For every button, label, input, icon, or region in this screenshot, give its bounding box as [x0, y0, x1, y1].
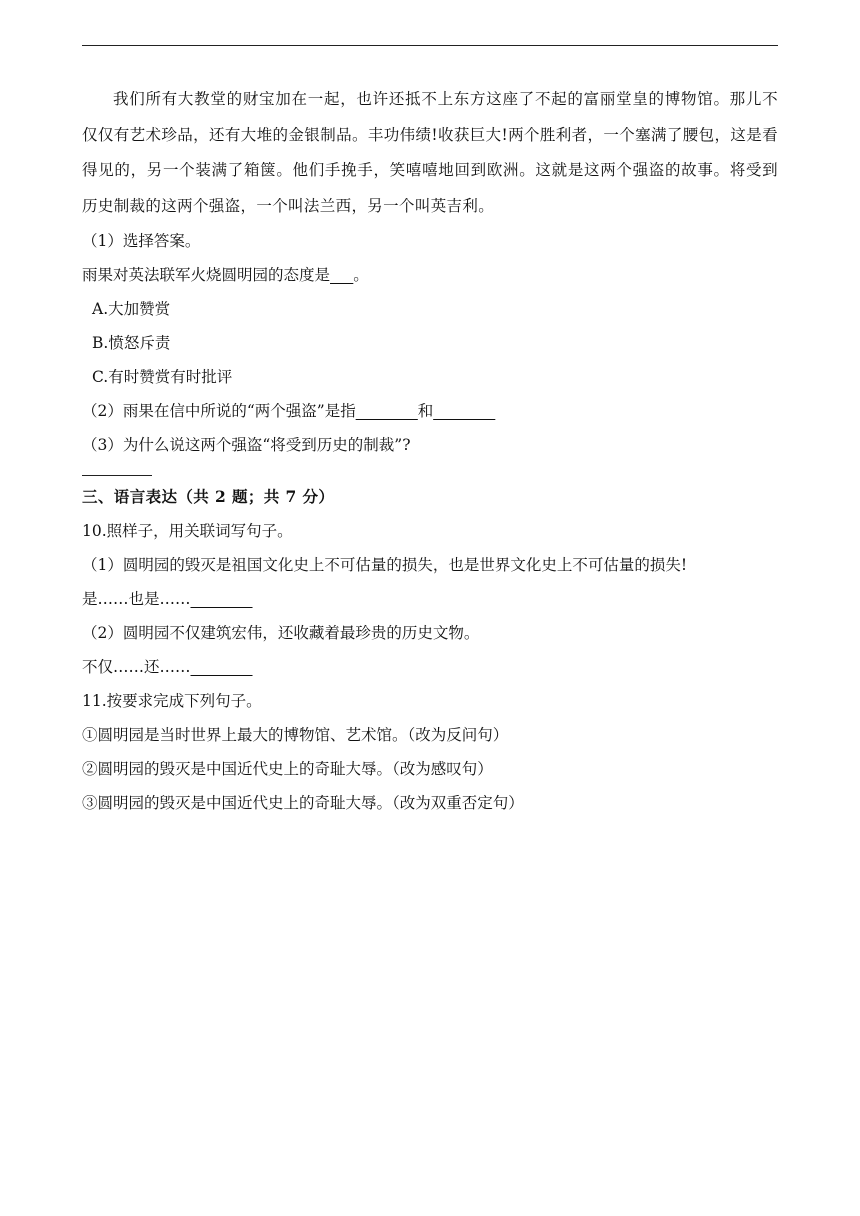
question-11-item-1: ①圆明园是当时世界上最大的博物馆、艺术馆。（改为反问句） [82, 726, 509, 744]
reading-passage: 我们所有大教堂的财宝加在一起，也许还抵不上东方这座了不起的富丽堂皇的博物馆。那儿不仅仅有艺术珍品，还有大堆的金银制品。丰功伟绩!收获巨大!两个胜利者，一个塞满了腰包，这是看得见的，另一个装满了箱箧。他们手挽手，笑嘻嘻地回到欧洲。这就是这两个强盗的故事。将受到历史制裁的这两个强盗，一个叫法兰西，另一个叫英吉利。 [82, 90, 778, 215]
question-2 [82, 394, 778, 428]
answer-line[interactable] [82, 475, 152, 476]
worksheet-content [82, 82, 778, 820]
question-2-conjunction: 和 [417, 402, 434, 420]
question-10-pattern-1-text: 是……也是…… [82, 590, 191, 608]
question-10-item-2: （2）圆明园不仅建筑宏伟，还收藏着最珍贵的历史文物。 [82, 624, 480, 642]
question-10-item-1: （1）圆明园的毁灭是祖国文化史上不可估量的损失，也是世界文化史上不可估量的损失! [82, 556, 688, 574]
question-11-title: 11.按要求完成下列句子。 [82, 692, 262, 710]
question-3: （3）为什么说这两个强盗“将受到历史的制裁”? [82, 436, 411, 454]
question-10-blank-2[interactable]: ________ [190, 658, 253, 676]
question-1-stem [82, 258, 778, 292]
question-1-option-b[interactable]: B.愤怒斥责 [92, 334, 171, 352]
header-rule [82, 45, 778, 46]
question-10-pattern-2 [82, 650, 778, 684]
question-1-title: （1）选择答案。 [82, 232, 201, 250]
question-1-option-c[interactable]: C.有时赞赏有时批评 [92, 368, 233, 386]
question-10-title: 10.照样子，用关联词写句子。 [82, 522, 293, 540]
question-1-stem-text: 雨果对英法联军火烧圆明园的态度是 [82, 266, 331, 284]
question-2-text: （2）雨果在信中所说的“两个强盗”是指 [82, 402, 356, 420]
question-1-stem-end: 。 [353, 266, 369, 284]
question-10-pattern-1 [82, 582, 778, 616]
question-2-blank-1[interactable]: ________ [355, 402, 418, 420]
question-10-pattern-2-text: 不仅……还…… [82, 658, 191, 676]
question-10-blank-1[interactable]: ________ [190, 590, 253, 608]
section-3-heading: 三、语言表达（共 2 题；共 7 分） [82, 487, 335, 506]
question-11-item-3: ③圆明园的毁灭是中国近代史上的奇耻大辱。（改为双重否定句） [82, 794, 524, 812]
question-1-option-a[interactable]: A.大加赞赏 [92, 300, 171, 318]
question-11-item-2: ②圆明园的毁灭是中国近代史上的奇耻大辱。（改为感叹句） [82, 760, 493, 778]
question-2-blank-2[interactable]: ________ [433, 402, 496, 420]
question-1-answer-blank[interactable]: ___ [330, 266, 354, 284]
